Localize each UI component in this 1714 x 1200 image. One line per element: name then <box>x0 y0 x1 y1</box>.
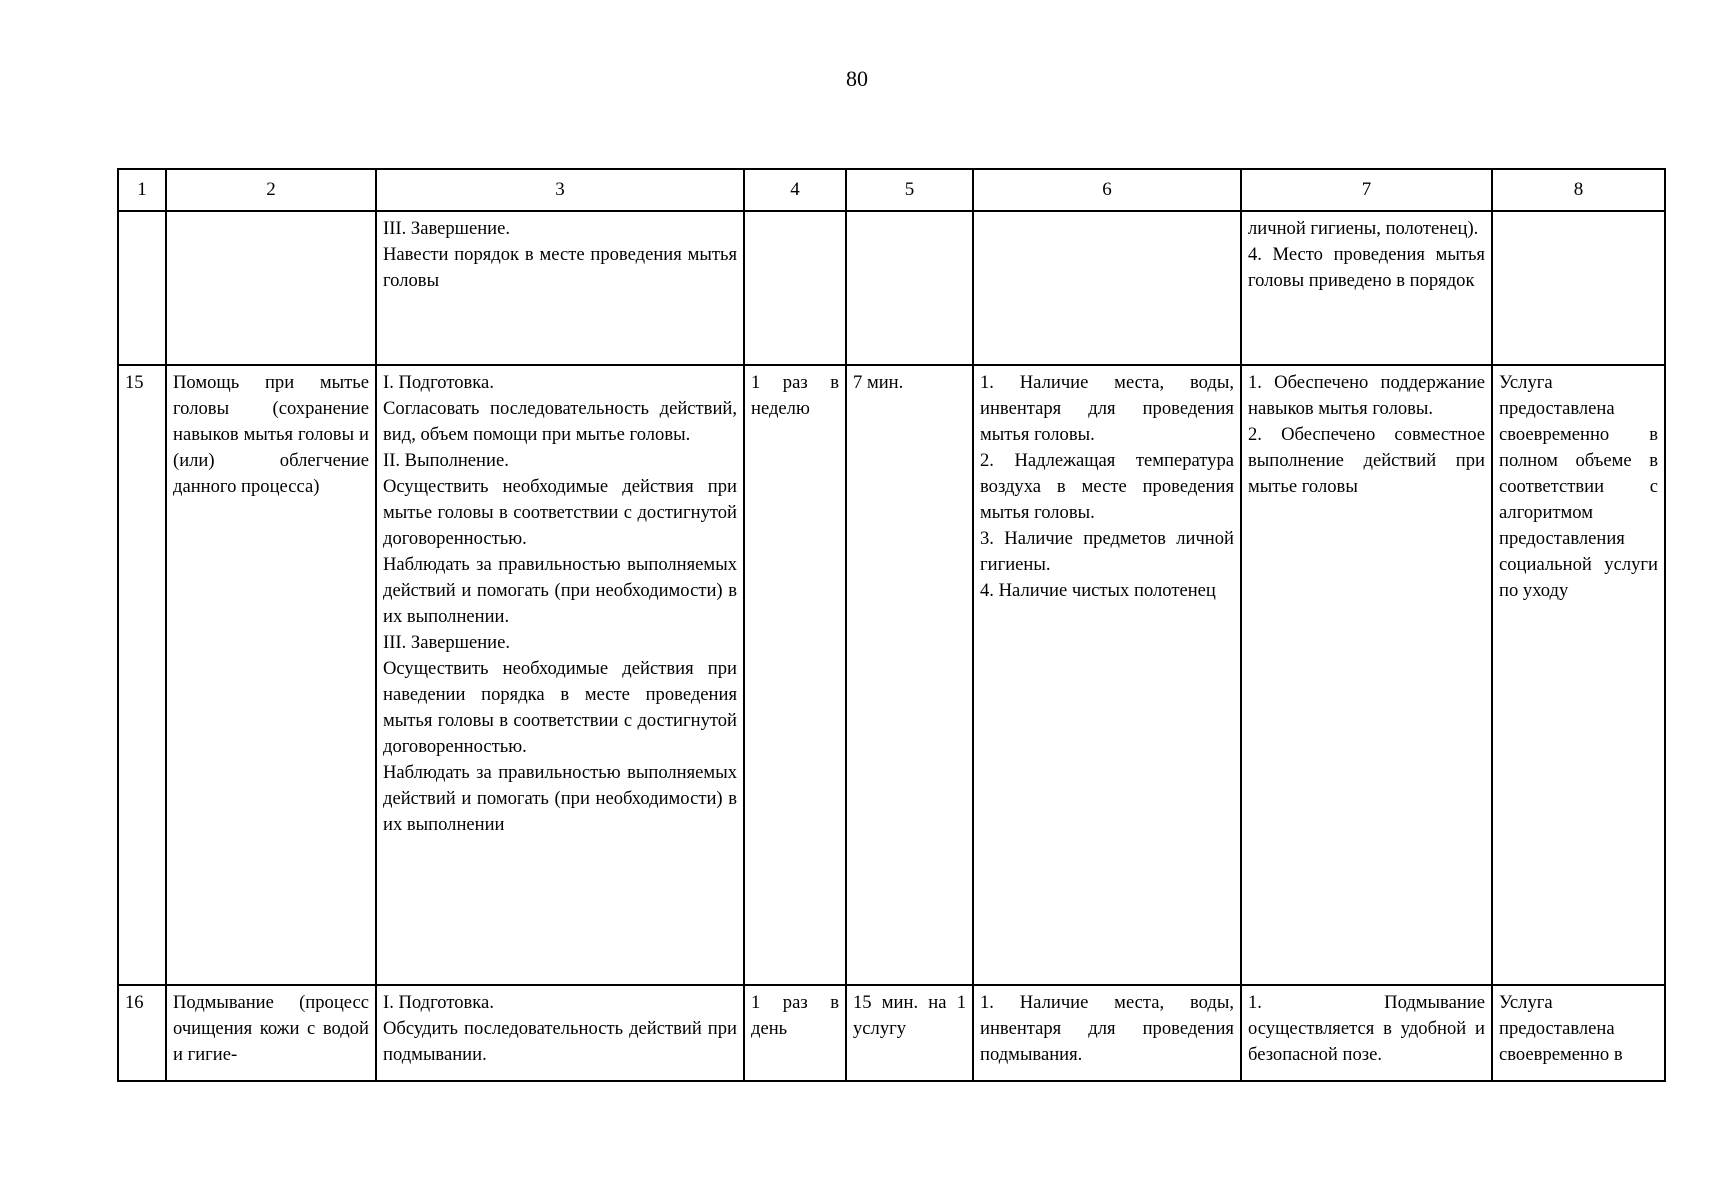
services-table <box>117 168 1666 1082</box>
header-cell: 8 <box>1492 169 1665 211</box>
duration-cell: 7 мин. <box>846 365 973 985</box>
step-text: I. Подготовка. <box>383 992 494 1013</box>
table-row <box>118 211 1665 365</box>
step-text: I. Подготовка. <box>383 372 494 393</box>
step-text: III. Завершение. <box>383 632 511 653</box>
evaluation-cell: Услуга предоставлена своевременно в полном объеме в соответствии с алгоритмом предоставления социальной услуги по уходу <box>1492 365 1665 985</box>
condition-text: 4. Наличие чистых полотенец <box>980 580 1216 601</box>
step-text: Осуществить необходимые действия при наведении порядка в месте проведения мытья головы в соответствии с достигнутой договоренностью. <box>383 658 737 757</box>
evaluation-cell: Услуга предоставлена своевременно в <box>1492 985 1665 1081</box>
steps-cell <box>376 365 744 985</box>
conditions-cell <box>973 985 1241 1081</box>
service-name-cell <box>166 211 376 365</box>
conditions-cell <box>973 211 1241 365</box>
step-text: Согласовать последовательность действий, вид, объем помощи при мытье головы. <box>383 398 737 445</box>
header-cell: 1 <box>118 169 166 211</box>
header-cell: 4 <box>744 169 846 211</box>
table-row <box>118 985 1665 1081</box>
condition-text: 2. Надлежащая температура воздуха в месте проведения мытья головы. <box>980 450 1234 523</box>
row-number-cell: 16 <box>118 985 166 1081</box>
header-cell: 3 <box>376 169 744 211</box>
step-text: Наблюдать за правильностью выполняемых действий и помогать (при необходимости) в их выполнении <box>383 762 737 835</box>
header-cell: 5 <box>846 169 973 211</box>
step-text: Навести порядок в месте проведения мытья головы <box>383 244 737 291</box>
frequency-cell: 1 раз в неделю <box>744 365 846 985</box>
steps-cell <box>376 211 744 365</box>
result-text: 1. Обеспечено поддержание навыков мытья головы. <box>1248 372 1485 419</box>
step-text: Осуществить необходимые действия при мытье головы в соответствии с достигнутой договоренностью. <box>383 476 737 549</box>
duration-cell: 15 мин. на 1 услугу <box>846 985 973 1081</box>
service-name-cell: Помощь при мытье головы (сохранение навыков мытья головы и (или) облегчение данного процесса) <box>166 365 376 985</box>
step-text: Наблюдать за правильностью выполняемых действий и помогать (при необходимости) в их выполнении. <box>383 554 737 627</box>
result-text: 1. Подмывание осуществляется в удобной и безопасной позе. <box>1248 992 1485 1065</box>
table-header-row <box>118 169 1665 211</box>
result-text: 2. Обеспечено совместное выполнение действий при мытье головы <box>1248 424 1485 497</box>
condition-text: 1. Наличие места, воды, инвентаря для проведения подмывания. <box>980 992 1234 1065</box>
step-text: III. Завершение. <box>383 218 511 239</box>
result-text: 4. Место проведения мытья головы приведено в порядок <box>1248 244 1485 291</box>
frequency-cell <box>744 211 846 365</box>
evaluation-cell <box>1492 211 1665 365</box>
page-number: 80 <box>846 66 868 91</box>
header-cell: 7 <box>1241 169 1492 211</box>
results-cell <box>1241 365 1492 985</box>
header-cell: 6 <box>973 169 1241 211</box>
conditions-cell <box>973 365 1241 985</box>
step-text: Обсудить последовательность действий при подмывании. <box>383 1018 737 1065</box>
frequency-cell: 1 раз в день <box>744 985 846 1081</box>
condition-text: 3. Наличие предметов личной гигиены. <box>980 528 1234 575</box>
steps-cell <box>376 985 744 1081</box>
results-cell <box>1241 211 1492 365</box>
service-name-cell: Подмывание (процесс очищения кожи с водой и гигие- <box>166 985 376 1081</box>
header-cell: 2 <box>166 169 376 211</box>
row-number-cell <box>118 211 166 365</box>
duration-cell <box>846 211 973 365</box>
row-number-cell: 15 <box>118 365 166 985</box>
result-text: личной гигиены, полотенец). <box>1248 218 1479 239</box>
table-row <box>118 365 1665 985</box>
step-text: II. Выполнение. <box>383 450 509 471</box>
condition-text: 1. Наличие места, воды, инвентаря для проведения мытья головы. <box>980 372 1234 445</box>
results-cell <box>1241 985 1492 1081</box>
